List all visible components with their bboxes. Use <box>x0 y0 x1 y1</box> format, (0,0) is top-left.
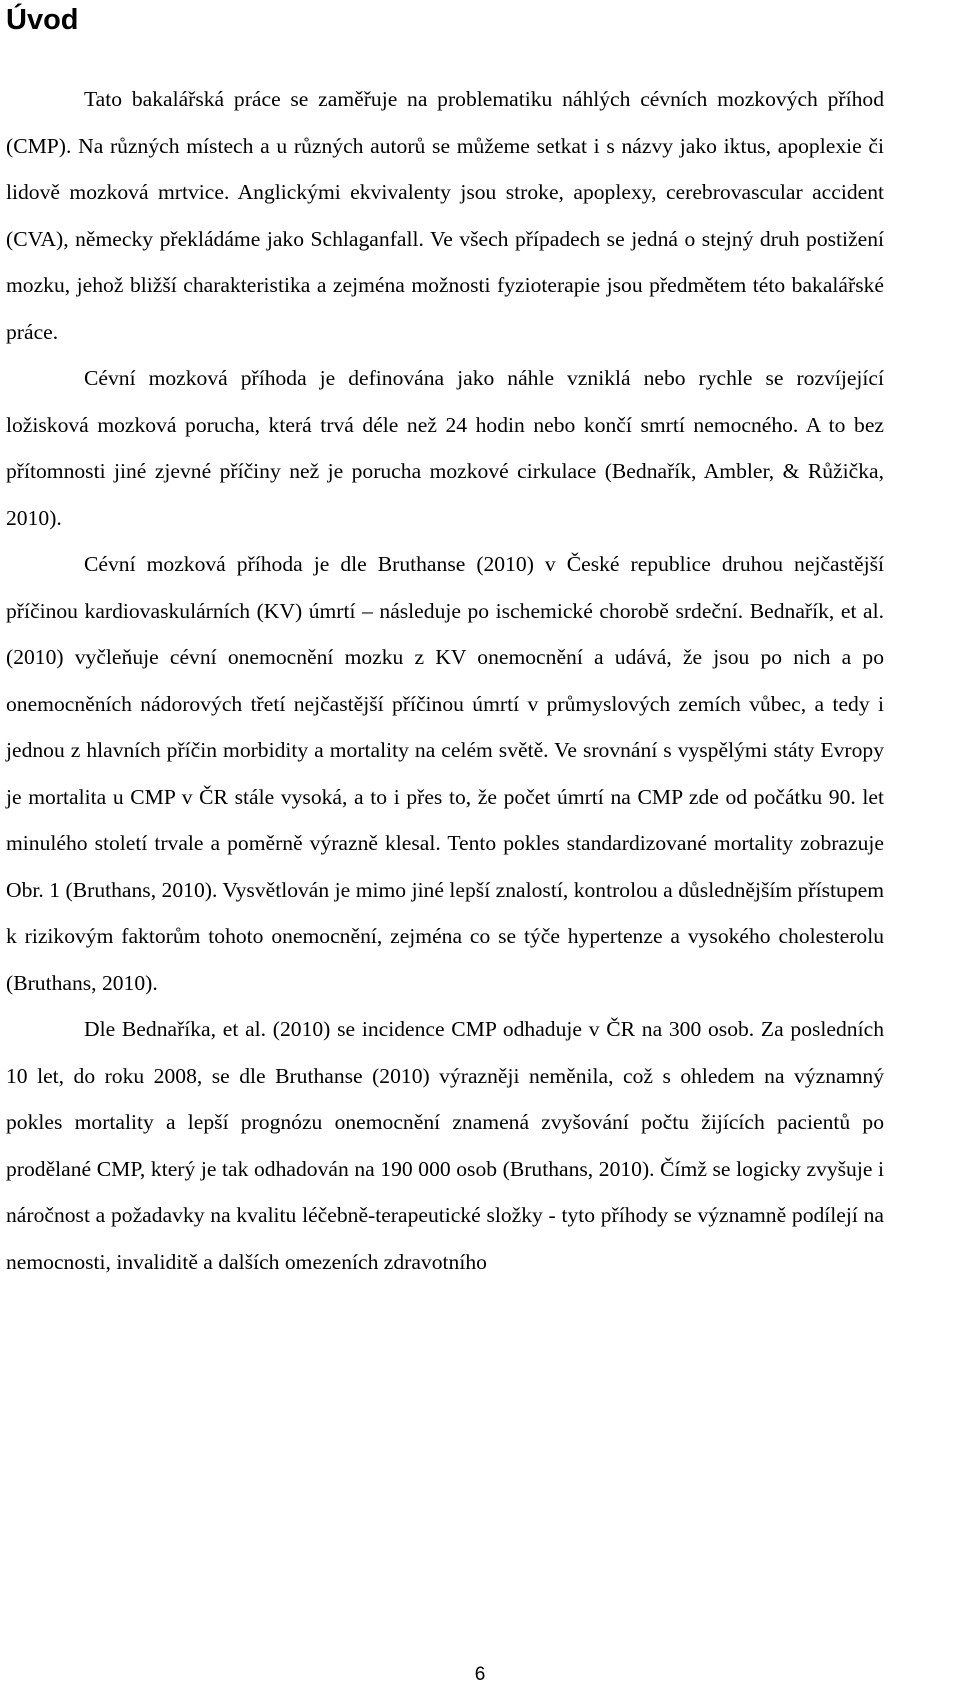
body-text <box>6 76 884 1285</box>
page-number: 6 <box>474 1664 486 1685</box>
paragraph-incidence: Dle Bednaříka, et al. (2010) se incidence CMP odhaduje v ČR na 300 osob. Za posledních 10 let, do roku 2008, se dle Bruthanse (2010) výrazněji neměnila, což s ohledem na významný pokles mortality a lepší prognózu onemocnění znamená zvyšování počtu žijících pacientů po prodělané CMP, který je tak odhadován na 190 000 osob (Bruthans, 2010). Čímž se logicky zvyšuje i náročnost a požadavky na kvalitu léčebně-terapeutické složky - tyto příhody se významně podílejí na nemocnosti, invaliditě a dalších omezeních zdravotního <box>6 1017 884 1274</box>
paragraph-definition: Cévní mozková příhoda je definována jako náhle vzniklá nebo rychle se rozvíjející ložisková mozková porucha, která trvá déle než 24 hodin nebo končí smrtí nemocného. A to bez přítomnosti jiné zjevné příčiny než je porucha mozkové cirkulace (Bednařík, Ambler, & Růžička, 2010). <box>6 366 884 530</box>
paragraph-mortality: Cévní mozková příhoda je dle Bruthanse (2010) v České republice druhou nejčastější příčinou kardiovaskulárních (KV) úmrtí – následuje po ischemické chorobě srdeční. Bednařík, et al. (2010) vyčleňuje cévní onemocnění mozku z KV onemocnění a udává, že jsou po nich a po onemocněních nádorových třetí nejčastější příčinou úmrtí v průmyslových zemích vůbec, a tedy i jednou z hlavních příčin morbidity a mortality na celém světě. Ve srovnání s vyspělými státy Evropy je mortalita u CMP v ČR stále vysoká, a to i přes to, že počet úmrtí na CMP zde od počátku 90. let minulého století trvale a poměrně výrazně klesal. Tento pokles standardizované mortality zobrazuje Obr. 1 (Bruthans, 2010). Vysvětlován je mimo jiné lepší znalostí, kontrolou a důslednějším přístupem k rizikovým faktorům tohoto onemocnění, zejména co se týče hypertenze a vysokého cholesterolu (Bruthans, 2010). <box>6 552 884 995</box>
section-heading: Úvod <box>6 4 79 36</box>
paragraph-intro: Tato bakalářská práce se zaměřuje na problematiku náhlých cévních mozkových příhod (CMP). Na různých místech a u různých autorů se můžeme setkat i s názvy jako iktus, apoplexie či lidově mozková mrtvice. Anglickými ekvivalenty jsou stroke, apoplexy, cerebrovascular accident (CVA), německy překládáme jako Schlaganfall. Ve všech případech se jedná o stejný druh postižení mozku, jehož bližší charakteristika a zejména možnosti fyzioterapie jsou předmětem této bakalářské práce. <box>6 87 884 344</box>
